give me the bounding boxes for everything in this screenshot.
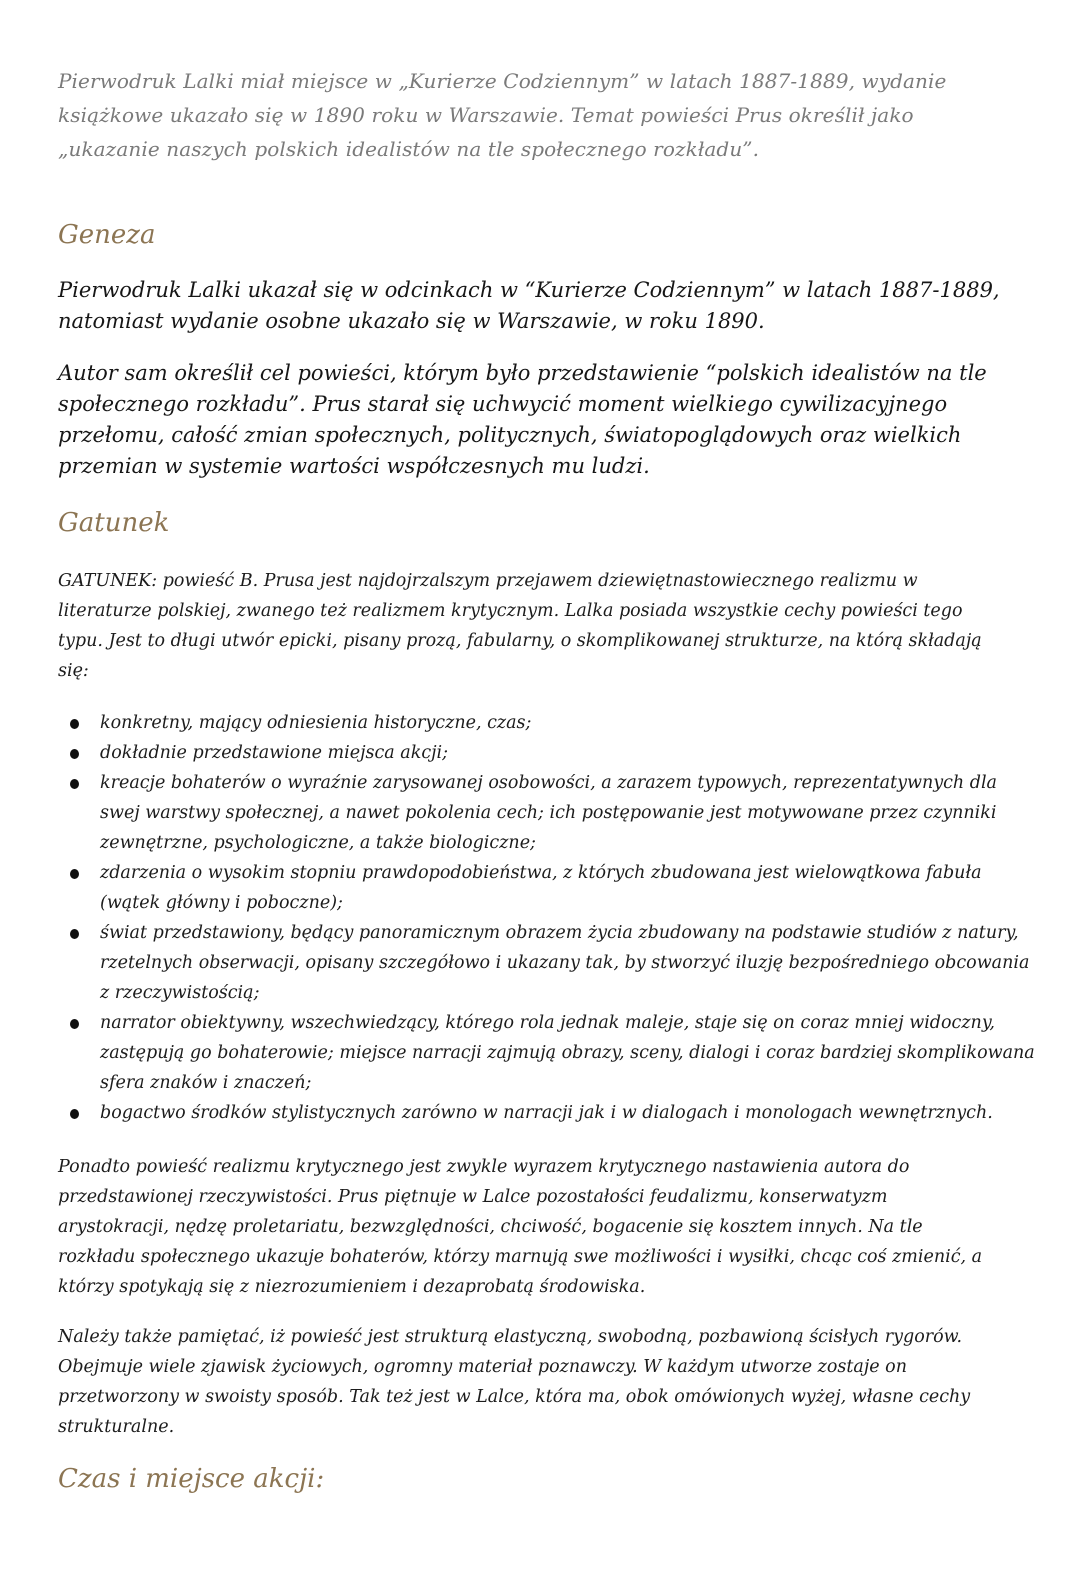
list-item-text: kreacje bohaterów o wyraźnie zarysowanej osobowości, a zarazem typowych, reprezentatywnych dla swej warstwy społecznej, a nawet pokolenia cech; ich postępowanie jest motywowane przez czynniki zewnętrzne, psychologiczne, a także biologiczne; xyxy=(100,773,997,853)
heading-gatunek: Gatunek xyxy=(58,508,170,538)
list-item-text: dokładnie przedstawione miejsca akcji; xyxy=(100,743,449,763)
gatunek-intro-paragraph: GATUNEK: powieść B. Prusa jest najdojrzalszym przejawem dziewiętnastowiecznego realizmu w literaturze polskiej, zwanego też realizmem krytycznym. Lalka posiada wszystkie cechy powieści tego typu. Jest to długi utwór epicki, pisany prozą, fabularny, o skomplikowanej strukturze, na którą składają się: xyxy=(58,571,982,681)
bullet-icon xyxy=(70,1109,79,1119)
realism-features-list xyxy=(58,708,1038,1128)
list-item xyxy=(58,858,1038,918)
list-item xyxy=(58,738,1038,768)
list-item-text: bogactwo środków stylistycznych zarówno w narracji jak i w dialogach i monologach wewnętrznych. xyxy=(100,1103,993,1123)
gatunek-paragraph-critique: Ponadto powieść realizmu krytycznego jest zwykle wyrazem krytycznego nastawienia autora do przedstawionej rzeczywistości. Prus piętnuje w Lalce pozostałości feudalizmu, konserwatyzm arystokracji, nędzę proletariatu, bezwzględności, chciwość, bogacenie się kosztem innych. Na tle rozkładu społecznego ukazuje bohaterów, którzy marnują swe możliwości i wysiłki, chcąc coś zmienić, a którzy spotykają się z niezrozumieniem i dezaprobatą środowiska. xyxy=(58,1157,983,1297)
list-item-text: świat przedstawiony, będący panoramicznym obrazem życia zbudowany na podstawie studiów z natury, rzetelnych obserwacji, opisany szczegółowo i ukazany tak, by stworzyć iluzję bezpośredniego obcowania z rzeczywistością; xyxy=(100,923,1030,1003)
document-page xyxy=(58,64,1038,1494)
list-item xyxy=(58,918,1038,1008)
list-item xyxy=(58,1008,1038,1098)
heading-geneza: Geneza xyxy=(58,220,156,250)
list-item-text: zdarzenia o wysokim stopniu prawdopodobieństwa, z których zbudowana jest wielowątkowa fabuła (wątek główny i poboczne); xyxy=(100,863,982,913)
bullet-icon xyxy=(70,929,79,939)
geneza-paragraph-2: Autor sam określił cel powieści, którym było przedstawienie “polskich idealistów na tle społecznego rozkładu”. Prus starał się uchwycić moment wielkiego cywilizacyjnego przełomu, całość zmian społecznych, politycznych, światopoglądowych oraz wielkich przemian w systemie wartości współczesnych mu ludzi. xyxy=(58,361,987,478)
gatunek-paragraph-structure: Należy także pamiętać, iż powieść jest strukturą elastyczną, swobodną, pozbawioną ścisłych rygorów. Obejmuje wiele zjawisk życiowych, ogromny materiał poznawczy. W każdym utworze zostaje on przetworzony w swoisty sposób. Tak też jest w Lalce, która ma, obok omówionych wyżej, własne cechy strukturalne. xyxy=(58,1327,971,1437)
list-item-text: narrator obiektywny, wszechwiedzący, którego rola jednak maleje, staje się on coraz mniej widoczny, zastępują go bohaterowie; miejsce narracji zajmują obrazy, sceny, dialogi i coraz bardziej skomplikowana sfera znaków i znaczeń; xyxy=(100,1013,1035,1093)
geneza-paragraph-1: Pierwodruk Lalki ukazał się w odcinkach w “Kurierze Codziennym” w latach 1887-1889, natomiast wydanie osobne ukazało się w Warszawie, w roku 1890. xyxy=(58,278,1000,333)
list-item xyxy=(58,768,1038,858)
list-item xyxy=(58,708,1038,738)
list-item xyxy=(58,1098,1038,1128)
bullet-icon xyxy=(70,719,79,729)
intro-paragraph: Pierwodruk Lalki miał miejsce w „Kurierze Codziennym” w latach 1887-1889, wydanie książkowe ukazało się w 1890 roku w Warszawie. Temat powieści Prus określił jako „ukazanie naszych polskich idealistów na tle społecznego rozkładu”. xyxy=(58,69,947,161)
heading-czas-i-miejsce: Czas i miejsce akcji: xyxy=(58,1464,325,1494)
list-item-text: konkretny, mający odniesienia historyczne, czas; xyxy=(100,713,532,733)
bullet-icon xyxy=(70,779,79,789)
bullet-icon xyxy=(70,749,79,759)
bullet-icon xyxy=(70,1019,79,1029)
bullet-icon xyxy=(70,869,79,879)
